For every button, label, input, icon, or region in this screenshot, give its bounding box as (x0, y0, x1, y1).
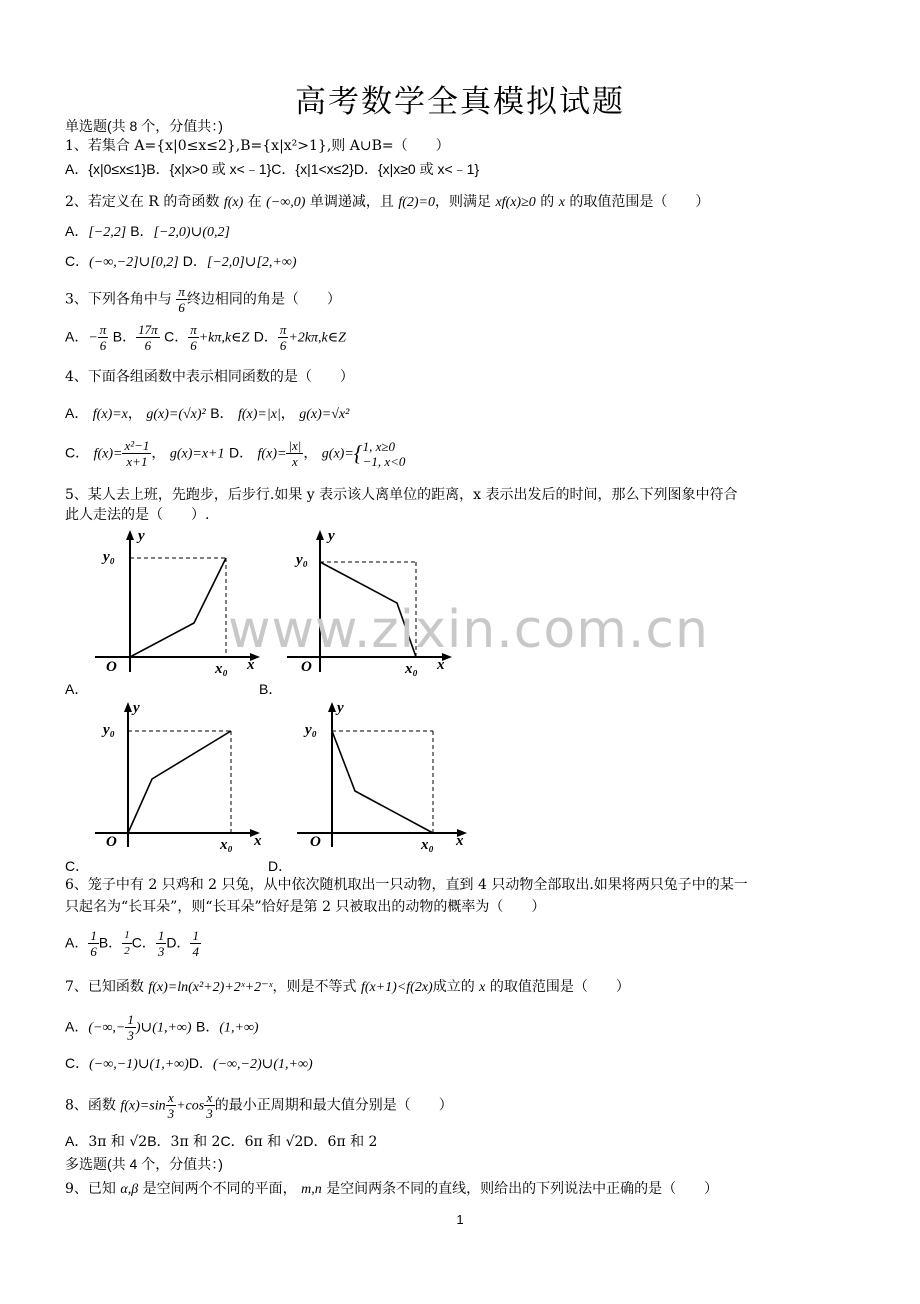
graph-b-option[interactable]: B． (259, 681, 283, 697)
option-b[interactable]: B． (147, 1133, 171, 1149)
option-d[interactable]: D．{x|x≥0 或 x<﹣1} (353, 161, 480, 177)
option-d[interactable]: D． (253, 328, 278, 345)
option-b[interactable]: B． (112, 328, 137, 345)
question-1-options (65, 160, 479, 178)
question-4-options-cd: C． f(x)= $\frac{\text{x²−1}}{x+1}$ ， g(x)=x+1 D． f(x)= $\frac{|x|}{x}$ ， g(x)={ 1, x≥0 −1, x<0 (65, 438, 406, 469)
question-8-options: A．3π 和 √2B．3π 和 2C．6π 和 √2D．6π 和 2 (65, 1133, 378, 1150)
option-a[interactable]: A． (65, 328, 89, 345)
page-title: 高考数学全真模拟试题 (295, 84, 625, 120)
graph-a-axis-x: x (247, 657, 255, 673)
graph-b-axis-x: x (437, 657, 445, 673)
question-5-line-2: 此人走法的是（ ）. (65, 507, 210, 523)
graph-d-option[interactable]: D． (268, 858, 293, 874)
question-9-stem: 9、已知 α,β 是空间两个不同的平面， m,n 是空间两条不同的直线，则给出的下列说法中正确的是（ ） (65, 1181, 719, 1197)
graph-a-axis-y: y (138, 528, 145, 544)
option-b[interactable]: B． (98, 934, 123, 951)
section-single-choice: 单选题(共 8 个，分值共：) (65, 118, 223, 134)
option-c[interactable]: C．{x|1<x≤2} (271, 161, 354, 177)
option-a[interactable]: A．{x|0≤x≤1} (65, 161, 147, 177)
option-b[interactable]: B．{x|x>0 或 x<﹣1} (146, 161, 272, 177)
option-c[interactable]: C． (131, 934, 156, 951)
option-c[interactable]: C． (164, 328, 189, 345)
question-1-stem: 1、若集合 A={x|0≤x≤2},B={x|x²>1},则 A∪B=（ ） (65, 138, 450, 154)
question-3-stem: 3、下列各角中与 $\frac{\pi}{6}$ 终边相同的角是（ ） (65, 284, 341, 315)
graph-a-origin: O (106, 659, 117, 675)
question-7-options-ab: A．(−∞,− $\frac{1}{3}$ )∪(1,+∞) B．(1,+∞) (65, 1012, 259, 1043)
graph-c-option[interactable]: C． (65, 858, 90, 874)
option-c[interactable]: C． (65, 1055, 90, 1071)
graph-c-y0: y₀ (103, 722, 115, 738)
question-5-line-1: 5、某人去上班，先跑步，后步行.如果 y 表示该人离单位的距离，x 表示出发后的时间，那么下列图象中符合 (65, 487, 738, 503)
graph-b-axis-y: y (328, 528, 335, 544)
option-a[interactable]: A． (65, 1018, 89, 1035)
watermark: www.zixin.com.cn (228, 600, 709, 660)
option-b[interactable]: B． (210, 405, 234, 421)
option-c[interactable]: C． (220, 1133, 245, 1149)
option-b[interactable]: B． (130, 223, 154, 239)
graph-d-y0: y₀ (305, 722, 317, 738)
graph-d (292, 697, 472, 847)
graph-b-x0: x₀ (405, 661, 418, 677)
question-7-options-cd: C．(−∞,−1)∪(1,+∞)D．(−∞,−2)∪(1,+∞) (65, 1055, 313, 1072)
graph-c-axis-x: x (254, 833, 262, 849)
option-a[interactable]: A． (65, 405, 89, 421)
option-c[interactable]: C． (65, 253, 90, 269)
question-2-stem: 2、若定义在 R 的奇函数 f(x) 在 (−∞,0) 单调递减，且 f(2)=0，则满足 xf(x)≥0 的 x 的取值范围是（ ） (65, 194, 710, 210)
question-7-stem: 7、已知函数 f(x)=ln(x²+2)+2ˣ+2⁻ˣ，则是不等式 f(x+1)<f(2x)成立的 x 的取值范围是（ ） (65, 979, 630, 995)
question-6-line-2: 只起名为“长耳朵”，则“长耳朵”恰好是第 2 只被取出的动物的概率为（ ） (65, 899, 546, 915)
question-2-options-cd: C．(−∞,−2]∪[0,2] D．[−2,0]∪[2,+∞) (65, 253, 297, 270)
graph-b-y0: y₀ (296, 552, 308, 568)
graph-a-option[interactable]: A． (65, 681, 89, 697)
question-6-options: A． $\frac{1}{6}$ B． $\frac{1}{2}$ C． $\frac{1}{3}$ D． $\frac{1}{4}$ (65, 928, 199, 959)
question-8-stem: 8、函数 f(x)=sin $\frac{x}{3}$ +cos $\frac{x}{3}$ 的最小正周期和最大值分别是（ ） (65, 1090, 453, 1121)
option-b[interactable]: B． (196, 1018, 220, 1035)
graph-c-axis-y: y (133, 700, 140, 716)
option-d[interactable]: D． (228, 444, 254, 461)
option-d[interactable]: D． (182, 253, 207, 269)
graph-d-origin: O (310, 834, 321, 850)
question-4-options-ab: A． f(x)=x， g(x)=(√x)² B． f(x)=|x|， g(x)=√x² (65, 405, 350, 422)
question-4-stem: 4、下面各组函数中表示相同函数的是（ ） (65, 369, 354, 385)
option-a[interactable]: A． (65, 223, 89, 239)
graph-d-axis-x: x (456, 833, 464, 849)
page-number: 1 (456, 1212, 464, 1227)
graph-a-y0: y₀ (103, 549, 115, 565)
option-a[interactable]: A． (65, 1133, 89, 1149)
graph-c-origin: O (106, 834, 117, 850)
section-multi-choice: 多选题(共 4 个，分值共：) (65, 1156, 223, 1172)
question-2-options-ab: A．[−2,2] B．[−2,0)∪(0,2] (65, 223, 230, 240)
option-d[interactable]: D． (166, 934, 191, 951)
graph-d-axis-y: y (337, 700, 344, 716)
graph-c (90, 697, 265, 847)
option-d[interactable]: D． (303, 1133, 328, 1149)
question-3-options: A．− $\frac{\pi}{6}$ B． $\frac{17\pi}{6}$ C． $\frac{\pi}{6}$ +kπ,k∈Z D． $\frac{\pi}{6}$ +2kπ,k∈Z (65, 322, 346, 353)
graph-d-x0: x₀ (421, 837, 434, 853)
option-c[interactable]: C． (65, 444, 90, 461)
graph-a-x0: x₀ (215, 661, 228, 677)
option-a[interactable]: A． (65, 934, 89, 951)
graph-c-x0: x₀ (220, 837, 233, 853)
graph-b-origin: O (301, 659, 312, 675)
option-d[interactable]: D． (188, 1055, 213, 1071)
question-6-line-1: 6、笼子中有 2 只鸡和 2 只兔，从中依次随机取出一只动物，直到 4 只动物全部取出.如果将两只兔子中的某一 (65, 877, 748, 893)
